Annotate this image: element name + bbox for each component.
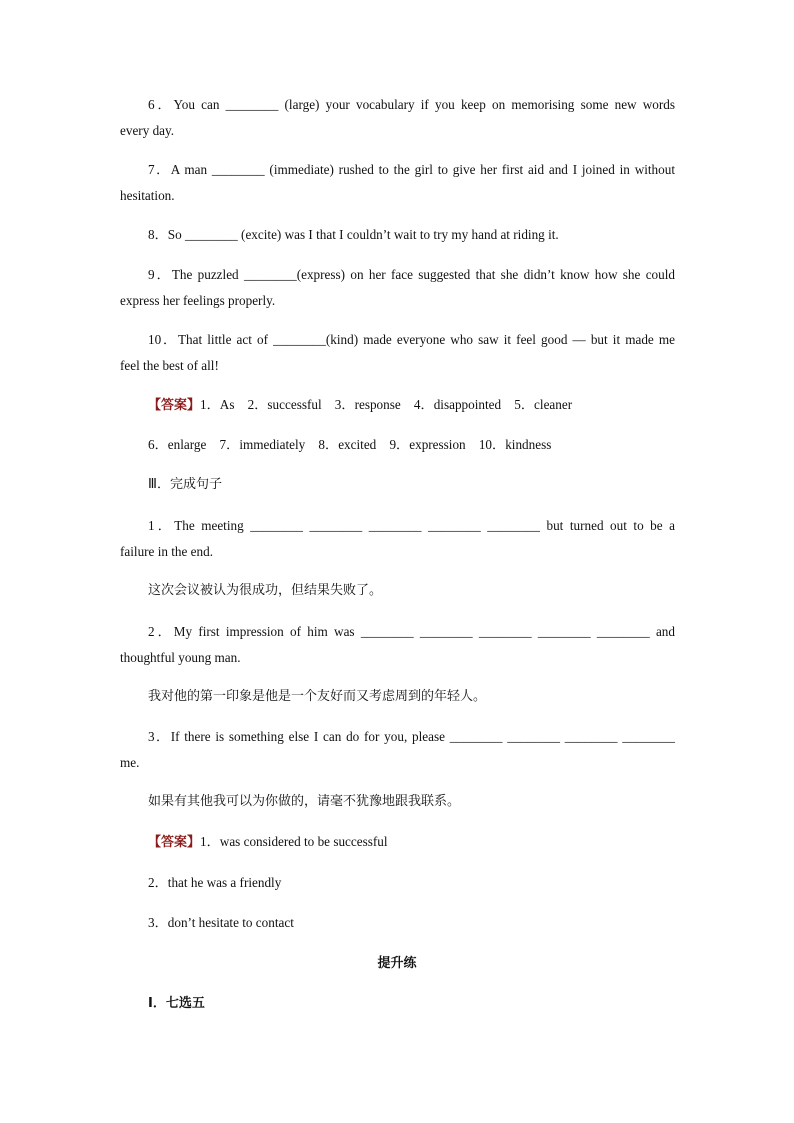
q6-line2: every day. [120,123,175,138]
answer-part2-line1 [148,395,675,416]
answer-part2-line2: 6．enlarge 7．immediately 8．excited 9．expression 10．kindness [148,437,552,452]
q9-line2: express her feelings properly. [120,293,276,308]
s3-q1-chinese: 这次会议被认为很成功，但结果失败了。 [148,583,383,598]
q6-line1: 6．You can ________ (large) your vocabulary if you keep on memorising some new words [148,97,675,112]
section-heading-qixuanwu: Ⅰ．七选五 [148,996,205,1011]
q7-line2: hesitation. [120,188,175,203]
s3-q3-line2: me. [120,755,140,770]
answer-part3-line2: 2．that he was a friendly [148,875,282,890]
answer-part3-line1 [148,832,675,853]
q10-line2: feel the best of all! [120,358,219,373]
q7-line1: 7．A man ________ (immediate) rushed to the girl to give her first aid and I joined in without [148,162,675,177]
section-title-tisheng: 提升练 [377,956,417,971]
answer-tag: 【答案】 [148,835,201,850]
s3-q1-line2: failure in the end. [120,544,214,559]
answer-tag: 【答案】 [148,398,201,413]
s3-q2-line2: thoughtful young man. [120,650,241,665]
s3-q3-line1: 3．If there is something else I can do for you, please ________ ________ ________ ________ [148,729,675,744]
answer-part3-line3: 3．don’t hesitate to contact [148,915,294,930]
answer-part2-text1: 1．As 2．successful 3．response 4．disappointed 5．cleaner [200,397,573,412]
s3-q2-line1: 2．My first impression of him was ________ ________ ________ ________ ________ and [148,624,675,639]
answer-part3-text1: 1．was considered to be successful [200,834,388,849]
s3-q2-chinese: 我对他的第一印象是他是一个友好而又考虑周到的年轻人。 [148,689,487,704]
s3-q3-chinese: 如果有其他我可以为你做的，请毫不犹豫地跟我联系。 [148,794,461,809]
q8-line1: 8．So ________ (excite) was I that I couldn’t wait to try my hand at riding it. [148,227,559,242]
s3-q1-line1: 1．The meeting ________ ________ ________ ________ ________ but turned out to be a [148,518,675,533]
section3-heading: Ⅲ．完成句子 [148,477,222,492]
q10-line1: 10．That little act of ________(kind) made everyone who saw it feel good — but it made me [148,332,675,347]
q9-line1: 9．The puzzled ________(express) on her face suggested that she didn’t know how she could [148,267,675,282]
